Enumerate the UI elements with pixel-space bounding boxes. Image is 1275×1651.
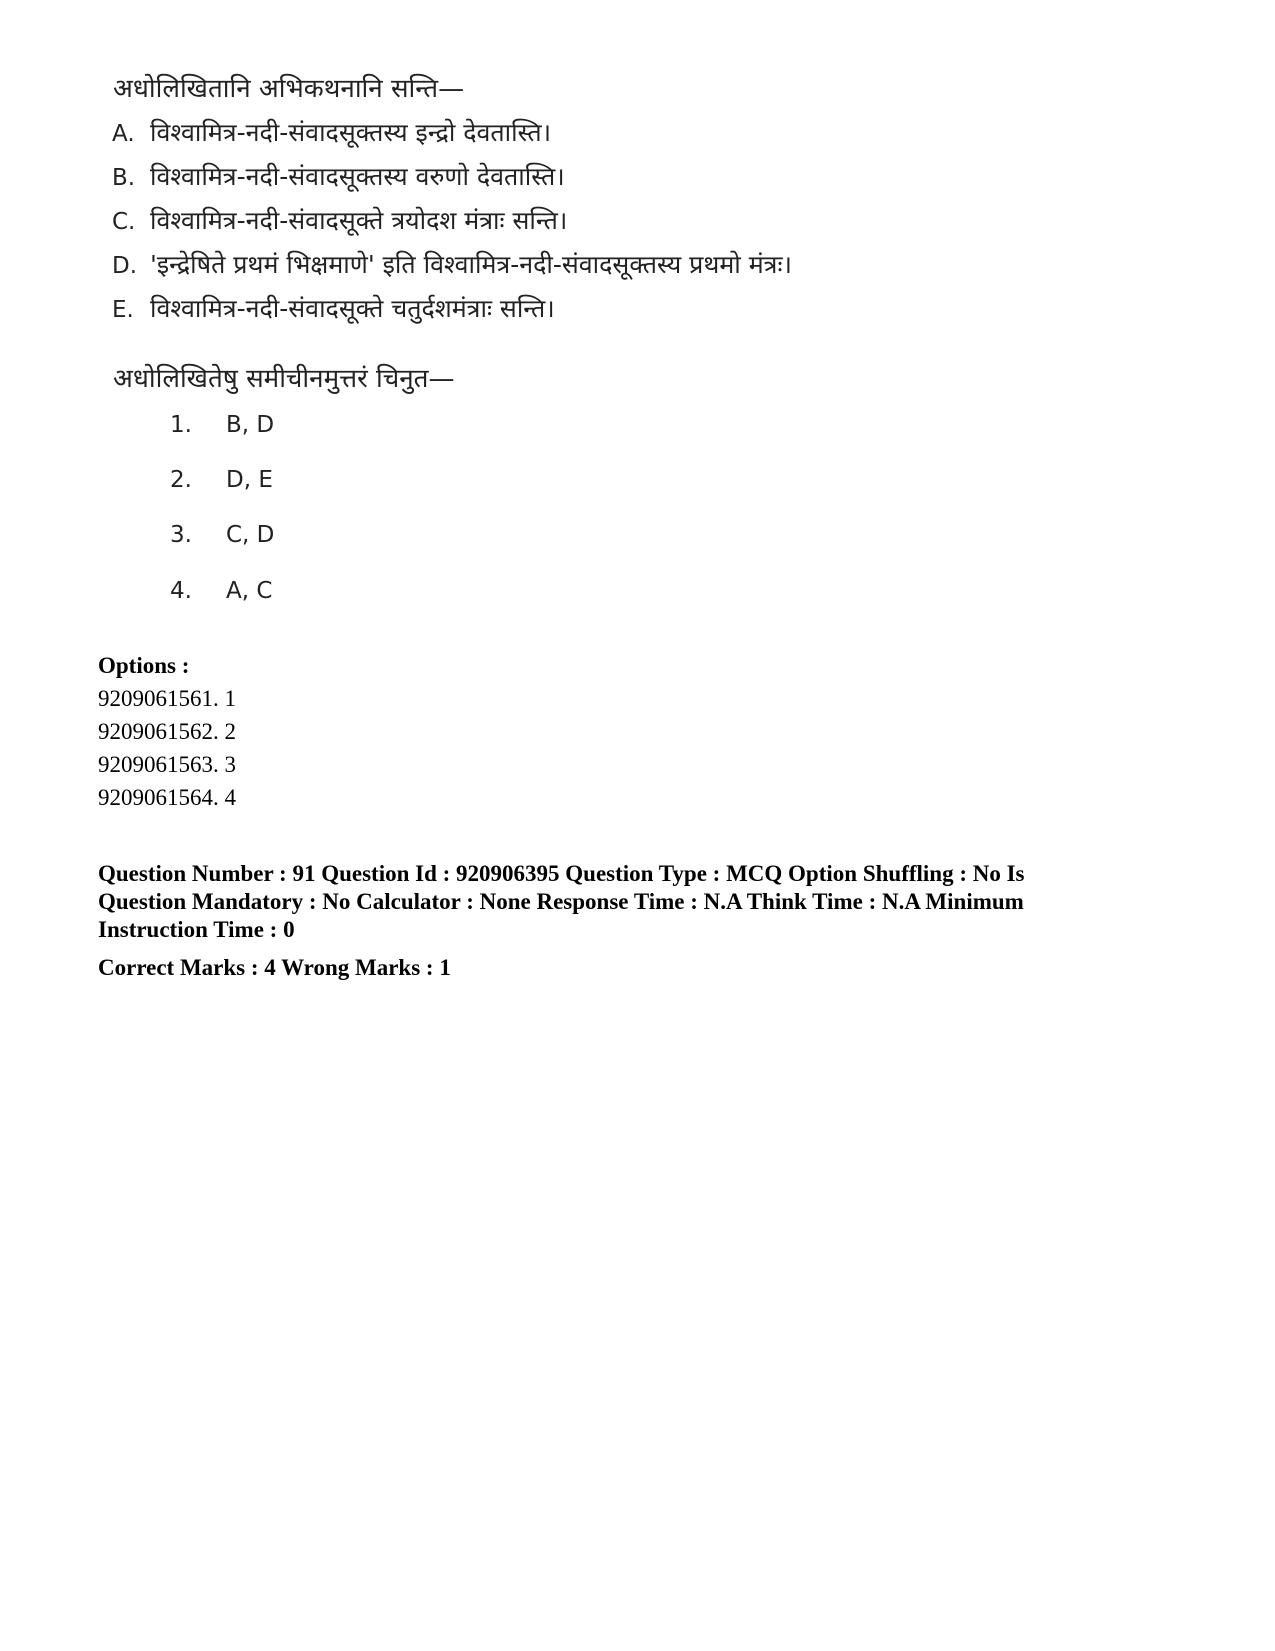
question-image <box>108 68 828 638</box>
statement-b <box>112 162 565 193</box>
statement-c <box>112 206 567 237</box>
choice-text: B, D <box>226 412 275 438</box>
statement-e <box>112 294 555 325</box>
statement-text: विश्वामित्र-नदी-संवादसूक्ते चतुर्दशमंत्राः सन्ति। <box>150 294 555 323</box>
statement-text: विश्वामित्र-नदी-संवादसूक्तस्य इन्द्रो देवतास्ति। <box>150 118 552 147</box>
choice-number: 1. <box>170 412 192 438</box>
question-intro: अधोलिखितानि अभिकथनानि सन्ति— <box>113 74 465 104</box>
option-item: 9209061563. 3 <box>98 752 236 777</box>
statement-letter: A. <box>112 121 135 147</box>
question-info: Question Number : 91 Question Id : 920906395 Question Type : MCQ Option Shuffling : No Is Question Mandatory : No Calculator : None Response Time : N.A Think Time : N.A Minimum Instruction Time : 0 <box>98 861 1025 942</box>
statement-text: विश्वामित्र-नदी-संवादसूक्तस्य वरुणो देवतास्ति। <box>150 162 565 191</box>
option-item: 9209061564. 4 <box>98 785 236 810</box>
statement-a <box>112 118 551 149</box>
choice-4 <box>170 578 272 606</box>
statement-letter: D. <box>112 253 138 279</box>
statement-letter: C. <box>112 209 136 235</box>
statement-d <box>112 250 792 281</box>
choice-text: D, E <box>226 467 273 493</box>
choice-number: 3. <box>170 522 192 548</box>
choice-3 <box>170 522 274 550</box>
choice-number: 2. <box>170 467 192 493</box>
options-heading: Options : <box>98 653 190 678</box>
marks-info: Correct Marks : 4 Wrong Marks : 1 <box>98 955 451 980</box>
statement-text: विश्वामित्र-नदी-संवादसूक्ते त्रयोदश मंत्राः सन्ति। <box>150 206 568 235</box>
choice-text: A, C <box>226 578 273 604</box>
statement-letter: B. <box>112 165 136 191</box>
option-item: 9209061562. 2 <box>98 719 236 744</box>
question-instruction: अधोलिखितेषु समीचीनमुत्तरं चिनुत— <box>113 364 455 394</box>
choice-1 <box>170 412 274 440</box>
choice-number: 4. <box>170 578 192 604</box>
choice-text: C, D <box>226 522 275 548</box>
statement-text: 'इन्द्रेषिते प्रथमं भिक्षमाणे' इति विश्वामित्र-नदी-संवादसूक्तस्य प्रथमो मंत्रः। <box>150 250 792 279</box>
statement-letter: E. <box>112 297 134 323</box>
choice-2 <box>170 467 273 495</box>
option-item: 9209061561. 1 <box>98 686 236 711</box>
